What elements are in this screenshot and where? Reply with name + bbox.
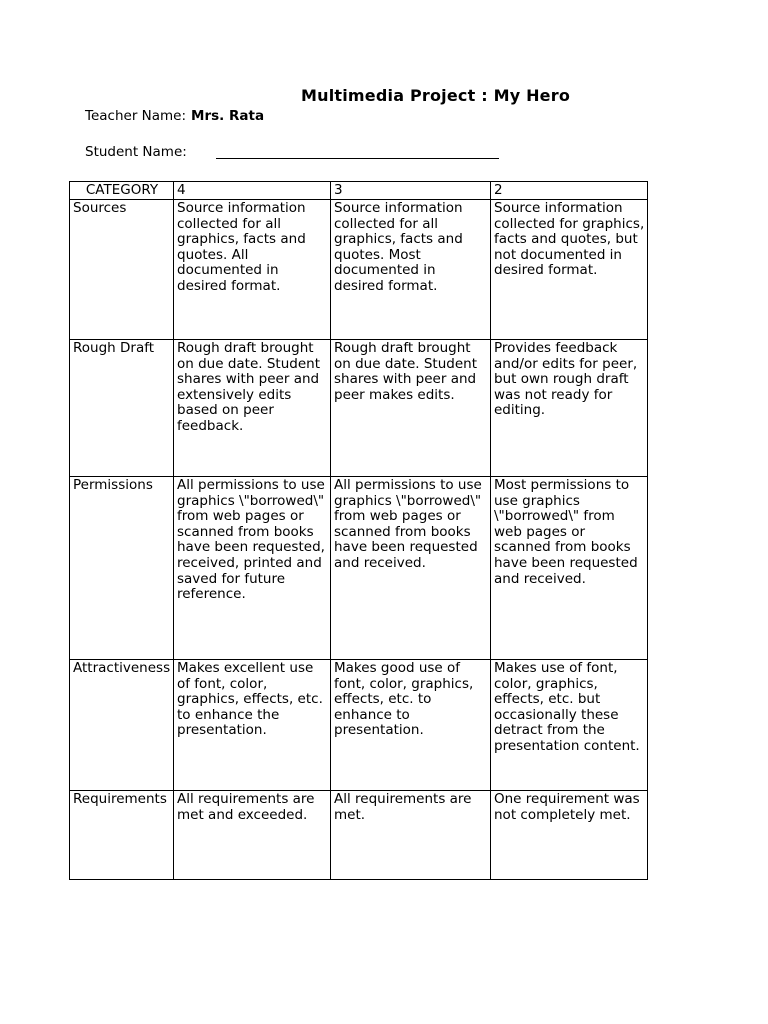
column-header-category: CATEGORY <box>70 182 174 200</box>
criteria-cell: Makes use of font, color, graphics, effects, etc. but occasionally these detract from the presentation content. <box>491 660 648 791</box>
criteria-cell: One requirement was not completely met. <box>491 791 648 880</box>
criteria-cell: Most permissions to use graphics \"borrowed\" from web pages or scanned from books have been requested and received. <box>491 477 648 660</box>
table-row <box>70 340 648 477</box>
criteria-cell: Makes good use of font, color, graphics, effects, etc. to enhance to presentation. <box>331 660 491 791</box>
criteria-cell: Provides feedback and/or edits for peer, but own rough draft was not ready for editing. <box>491 340 648 477</box>
document-title: Multimedia Project : My Hero <box>301 86 571 105</box>
criteria-cell: All permissions to use graphics \"borrowed\" from web pages or scanned from books have been requested and received. <box>331 477 491 660</box>
teacher-name: Mrs. Rata <box>191 108 265 124</box>
criteria-cell: All requirements are met. <box>331 791 491 880</box>
criteria-cell: Rough draft brought on due date. Student shares with peer and extensively edits based on peer feedback. <box>174 340 331 477</box>
category-cell-permissions: Permissions <box>70 477 174 660</box>
criteria-cell: Rough draft brought on due date. Student shares with peer and peer makes edits. <box>331 340 491 477</box>
category-cell-requirements: Requirements <box>70 791 174 880</box>
student-row <box>85 144 187 160</box>
criteria-cell: All requirements are met and exceeded. <box>174 791 331 880</box>
category-cell-sources: Sources <box>70 200 174 340</box>
category-cell-rough-draft: Rough Draft <box>70 340 174 477</box>
category-cell-attractiveness: Attractiveness <box>70 660 174 791</box>
criteria-cell: All permissions to use graphics \"borrowed\" from web pages or scanned from books have been requested, received, printed and saved for future reference. <box>174 477 331 660</box>
column-header-score-3: 3 <box>331 182 491 200</box>
column-header-score-4: 4 <box>174 182 331 200</box>
criteria-cell: Makes excellent use of font, color, graphics, effects, etc. to enhance the presentation. <box>174 660 331 791</box>
table-row <box>70 791 648 880</box>
rubric-table <box>69 181 648 880</box>
teacher-label: Teacher Name: <box>85 108 187 124</box>
criteria-cell: Source information collected for graphics, facts and quotes, but not documented in desired format. <box>491 200 648 340</box>
table-row <box>70 660 648 791</box>
student-name-line <box>216 158 499 159</box>
table-row <box>70 477 648 660</box>
table-header-row <box>70 182 648 200</box>
teacher-row <box>85 108 264 124</box>
student-label: Student Name: <box>85 144 187 160</box>
column-header-score-2: 2 <box>491 182 648 200</box>
table-row <box>70 200 648 340</box>
criteria-cell: Source information collected for all graphics, facts and quotes. All documented in desired format. <box>174 200 331 340</box>
criteria-cell: Source information collected for all graphics, facts and quotes. Most documented in desired format. <box>331 200 491 340</box>
